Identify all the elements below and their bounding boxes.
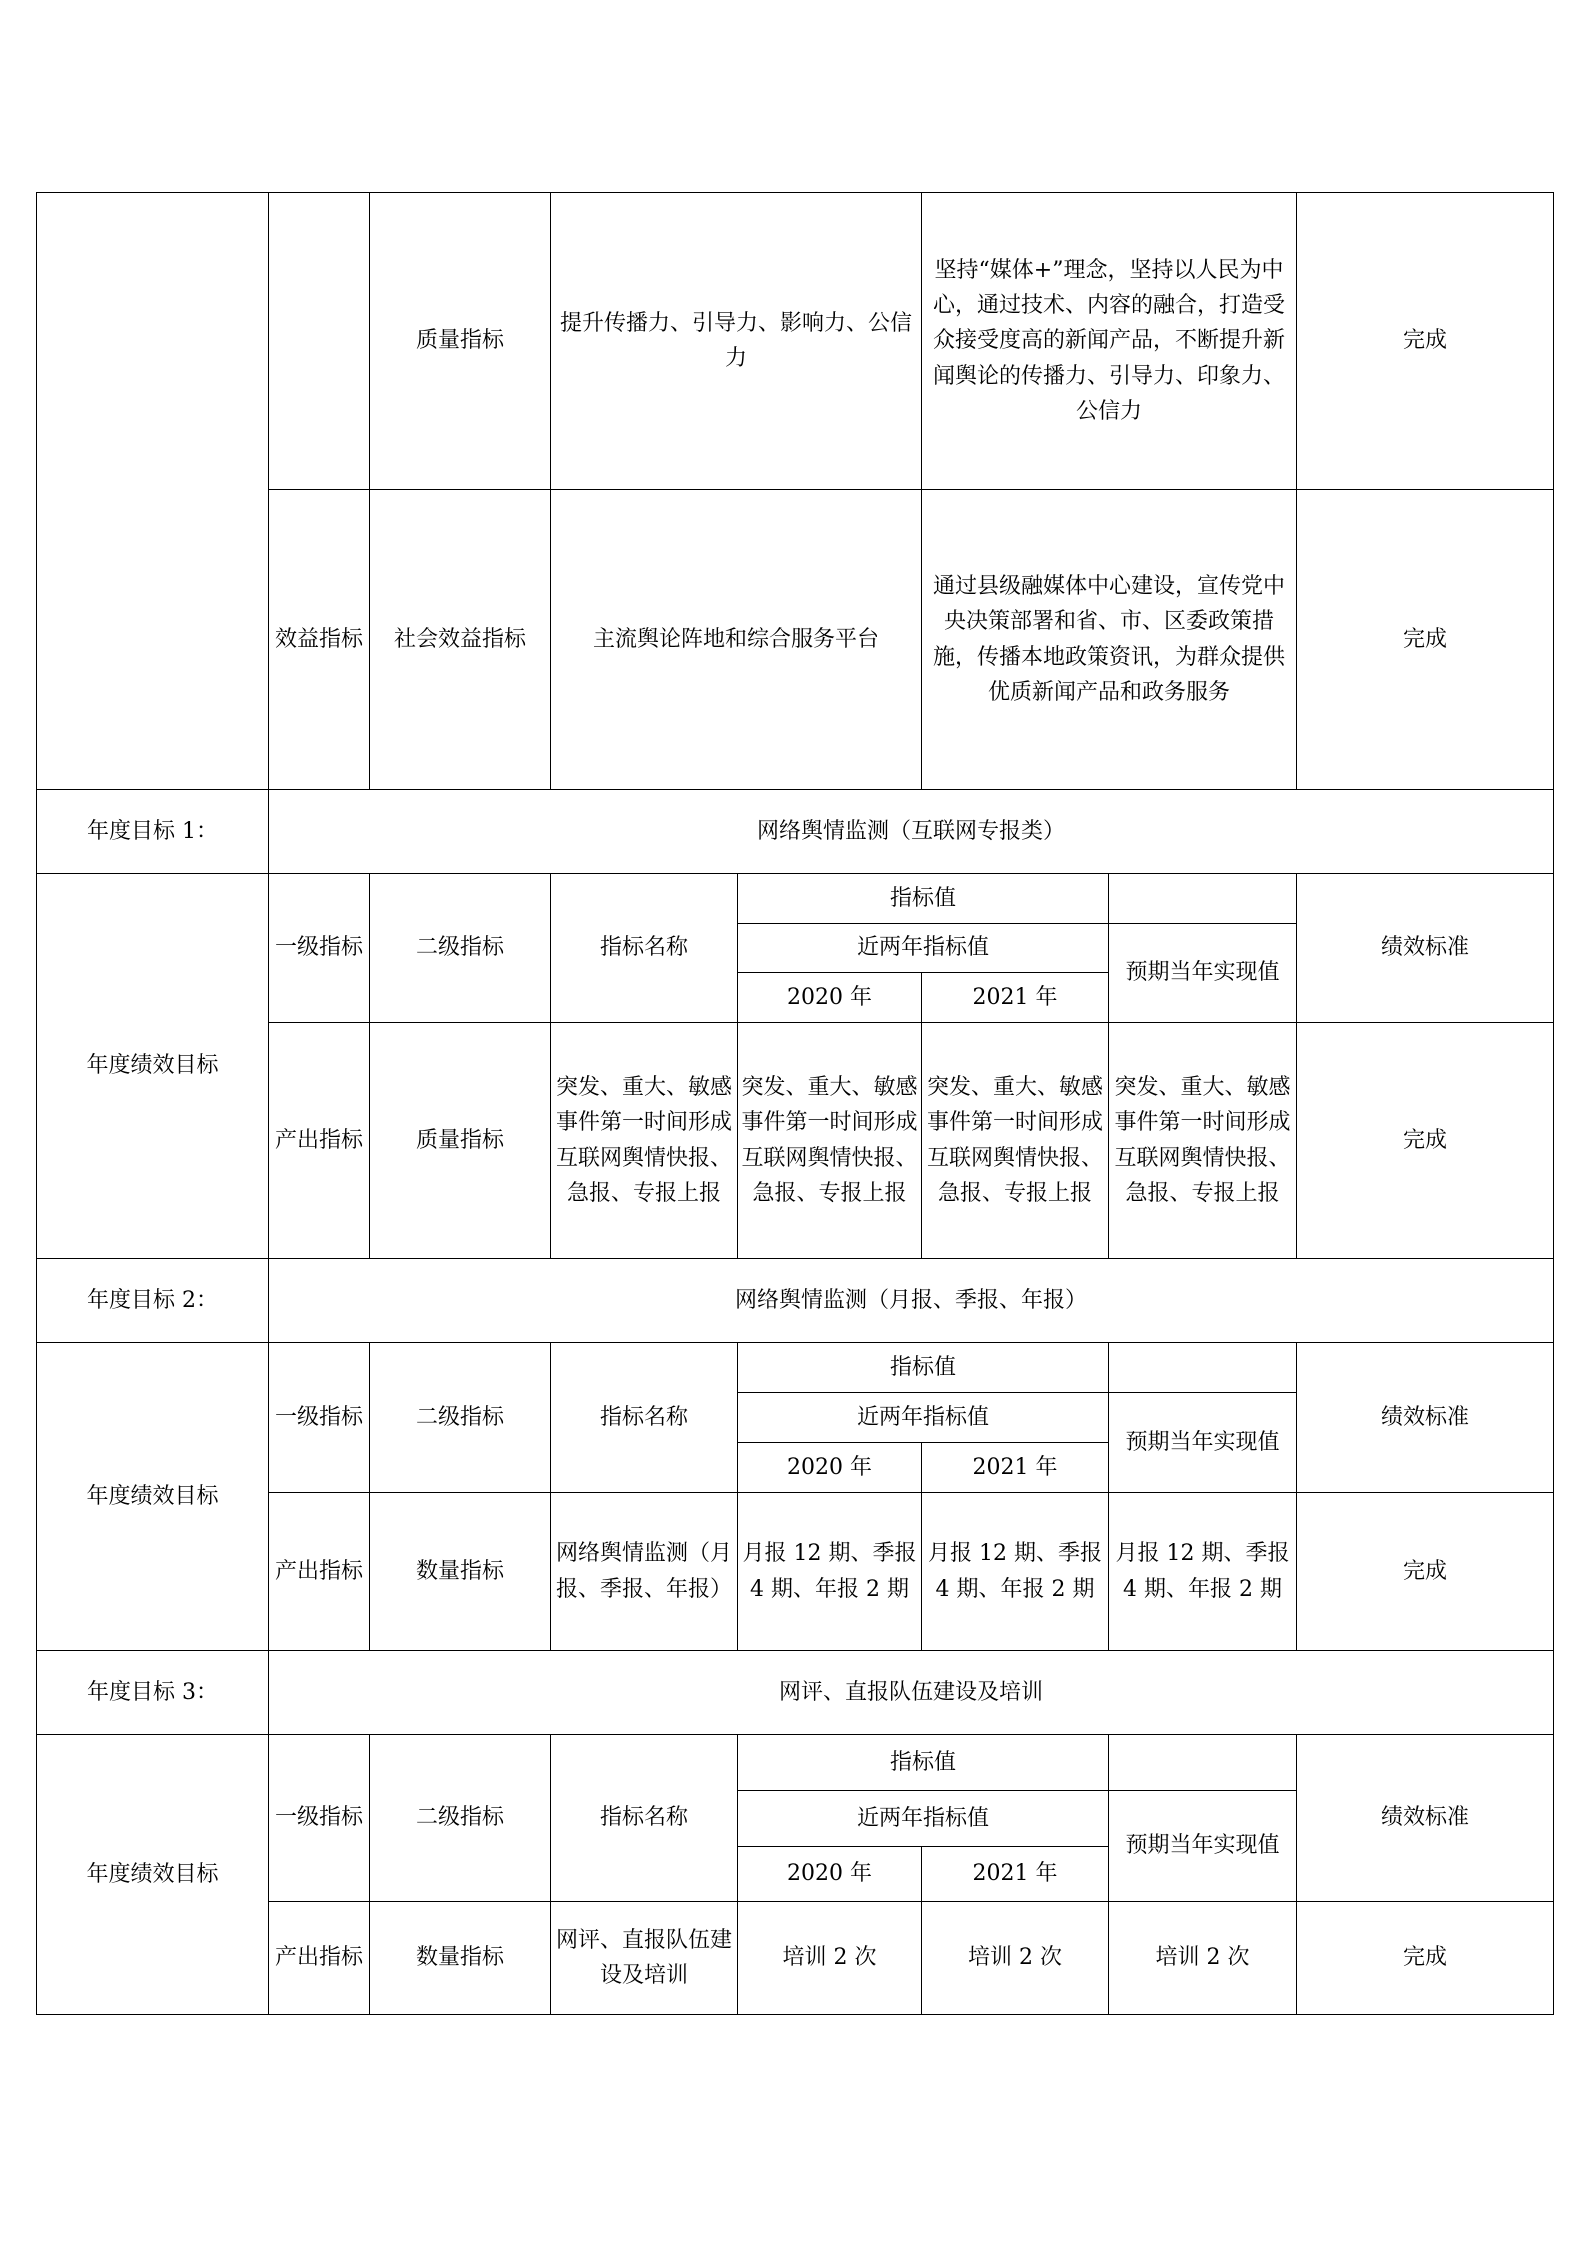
recent-years-header: 近两年指标值: [738, 1791, 1109, 1847]
annual-goal-label: 年度绩效目标: [37, 1735, 269, 2015]
year-2021-header: 2021 年: [922, 1443, 1109, 1493]
indicator-name: 提升传播力、引导力、影响力、公信力: [551, 193, 922, 490]
empty-cell: [37, 193, 269, 790]
primary-indicator: 产出指标: [269, 1493, 370, 1651]
primary-indicator: 产出指标: [269, 1902, 370, 2015]
primary-header: 一级指标: [269, 874, 370, 1023]
expected-header: 预期当年实现值: [1109, 1393, 1297, 1493]
performance-standard: 完成: [1297, 1493, 1554, 1651]
table-row: [37, 1343, 1554, 1393]
empty-cell: [1109, 1343, 1297, 1393]
primary-indicator: 效益指标: [269, 490, 370, 790]
value-2020: 培训 2 次: [738, 1902, 922, 2015]
secondary-header: 二级指标: [370, 1343, 551, 1493]
performance-standard: 完成: [1297, 1902, 1554, 2015]
table-row: [37, 193, 1554, 490]
name-header: 指标名称: [551, 1343, 738, 1493]
goal-label: 年度目标 2：: [37, 1259, 269, 1343]
value-header: 指标值: [738, 1735, 1109, 1791]
goal-title-row: [37, 1259, 1554, 1343]
year-2020-header: 2020 年: [738, 973, 922, 1023]
name-header: 指标名称: [551, 874, 738, 1023]
secondary-indicator: 数量指标: [370, 1493, 551, 1651]
performance-standard: 完成: [1297, 193, 1554, 490]
performance-standard: 完成: [1297, 490, 1554, 790]
goal-label: 年度目标 3：: [37, 1651, 269, 1735]
indicator-name: 突发、重大、敏感事件第一时间形成互联网舆情快报、急报、专报上报: [551, 1023, 738, 1259]
value-header: 指标值: [738, 1343, 1109, 1393]
expected-header: 预期当年实现值: [1109, 924, 1297, 1023]
table-row: [37, 874, 1554, 924]
performance-table: [36, 192, 1554, 2015]
recent-years-header: 近两年指标值: [738, 924, 1109, 973]
year-2020-header: 2020 年: [738, 1443, 922, 1493]
empty-cell: [269, 193, 370, 490]
expected-value: 月报 12 期、季报 4 期、年报 2 期: [1109, 1493, 1297, 1651]
year-2021-header: 2021 年: [922, 973, 1109, 1023]
standard-header: 绩效标准: [1297, 1735, 1554, 1902]
secondary-indicator: 质量指标: [370, 193, 551, 490]
indicator-name: 网络舆情监测（月报、季报、年报）: [551, 1493, 738, 1651]
primary-header: 一级指标: [269, 1343, 370, 1493]
goal-title-row: [37, 790, 1554, 874]
recent-years-header: 近两年指标值: [738, 1393, 1109, 1443]
standard-header: 绩效标准: [1297, 1343, 1554, 1493]
annual-goal-label: 年度绩效目标: [37, 1343, 269, 1651]
value-2021: 月报 12 期、季报 4 期、年报 2 期: [922, 1493, 1109, 1651]
year-2020-header: 2020 年: [738, 1847, 922, 1902]
secondary-header: 二级指标: [370, 874, 551, 1023]
expected-header: 预期当年实现值: [1109, 1791, 1297, 1902]
secondary-indicator: 质量指标: [370, 1023, 551, 1259]
standard-header: 绩效标准: [1297, 874, 1554, 1023]
value-2021: 培训 2 次: [922, 1902, 1109, 2015]
performance-standard: 完成: [1297, 1023, 1554, 1259]
secondary-header: 二级指标: [370, 1735, 551, 1902]
goal-title: 网评、直报队伍建设及培训: [269, 1651, 1554, 1735]
value-2020: 月报 12 期、季报 4 期、年报 2 期: [738, 1493, 922, 1651]
goal-title-row: [37, 1651, 1554, 1735]
secondary-indicator: 数量指标: [370, 1902, 551, 2015]
value-header: 指标值: [738, 874, 1109, 924]
value-2020: 突发、重大、敏感事件第一时间形成互联网舆情快报、急报、专报上报: [738, 1023, 922, 1259]
empty-cell: [1109, 874, 1297, 924]
year-2021-header: 2021 年: [922, 1847, 1109, 1902]
primary-header: 一级指标: [269, 1735, 370, 1902]
indicator-name: 主流舆论阵地和综合服务平台: [551, 490, 922, 790]
goal-label: 年度目标 1：: [37, 790, 269, 874]
empty-cell: [1109, 1735, 1297, 1791]
secondary-indicator: 社会效益指标: [370, 490, 551, 790]
expected-value: 培训 2 次: [1109, 1902, 1297, 2015]
indicator-value: 坚持“媒体+”理念，坚持以人民为中心，通过技术、内容的融合，打造受众接受度高的新闻产品，不断提升新闻舆论的传播力、引导力、印象力、公信力: [922, 193, 1297, 490]
annual-goal-label: 年度绩效目标: [37, 874, 269, 1259]
goal-title: 网络舆情监测（互联网专报类）: [269, 790, 1554, 874]
indicator-name: 网评、直报队伍建设及培训: [551, 1902, 738, 2015]
goal-title: 网络舆情监测（月报、季报、年报）: [269, 1259, 1554, 1343]
table-row: [37, 1735, 1554, 1791]
name-header: 指标名称: [551, 1735, 738, 1902]
value-2021: 突发、重大、敏感事件第一时间形成互联网舆情快报、急报、专报上报: [922, 1023, 1109, 1259]
expected-value: 突发、重大、敏感事件第一时间形成互联网舆情快报、急报、专报上报: [1109, 1023, 1297, 1259]
indicator-value: 通过县级融媒体中心建设，宣传党中央决策部署和省、市、区委政策措施，传播本地政策资讯，为群众提供优质新闻产品和政务服务: [922, 490, 1297, 790]
primary-indicator: 产出指标: [269, 1023, 370, 1259]
